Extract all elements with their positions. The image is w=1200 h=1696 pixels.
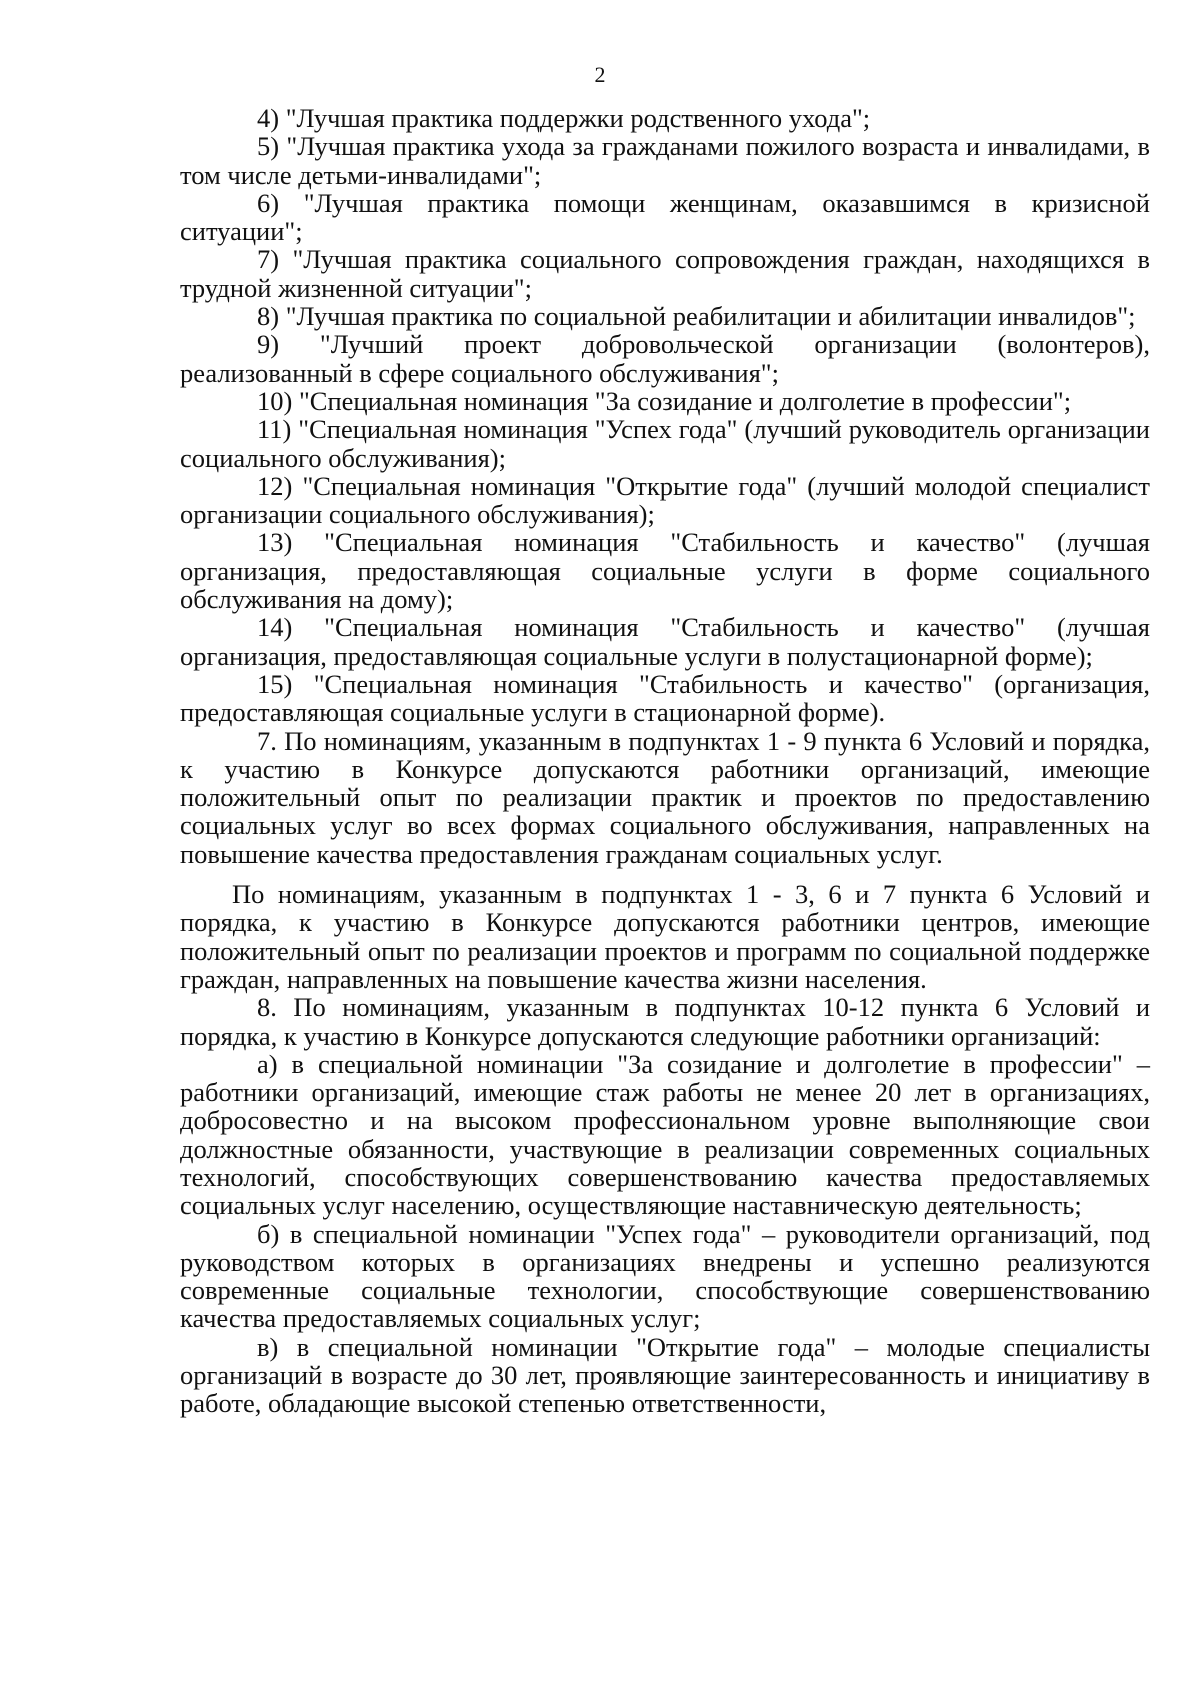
list-item-8: 8) "Лучшая практика по социальной реабилитации и абилитации инвалидов"; (257, 301, 1136, 332)
clause-8-item-v: в) в специальной номинации "Открытие года" – молодые специалисты организаций в возрасте до 30 лет, проявляющие заинтересованность и инициативу в работе, обладающие высокой степенью ответственности, (180, 1331, 1150, 1419)
list-item-15: 15) "Специальная номинация "Стабильность и качество" (организация, предоставляющая социальные услуги в стационарной форме). (180, 668, 1150, 728)
list-item-13: 13) "Специальная номинация "Стабильность и качество" (лучшая организация, предоставляющая социальные услуги в форме социального обслуживания на дому); (180, 527, 1150, 615)
clause-8-item-a: а) в специальной номинации "За созидание и долголетие в профессии" – работники организаций, имеющие стаж работы не менее 20 лет в организациях, добросовестно и на высоком профессиональном уровне выполняющие свои должностные обязанности, участвующие в реализации современных социальных технологий, способствующих совершенствованию качества предоставляемых социальных услуг населению, осуществляющие наставническую деятельность; (180, 1048, 1150, 1221)
list-item-7: 7) "Лучшая практика социального сопровождения граждан, находящихся в трудной жизненной ситуации"; (180, 244, 1150, 303)
list-item-11: 11) "Специальная номинация "Успех года" (лучший руководитель организации социального обслуживания); (180, 414, 1150, 473)
list-item-12: 12) "Специальная номинация "Открытие года" (лучший молодой специалист организации социального обслуживания); (180, 470, 1150, 530)
list-item-4: 4) "Лучшая практика поддержки родственного ухода"; (257, 103, 871, 133)
clause-7: 7. По номинациям, указанным в подпунктах 1 - 9 пункта 6 Условий и порядка, к участию в Конкурсе допускаются работники организаций, имеющие положительный опыт по реализации практик и проектов по предоставлению социальных услуг во всех формах социального обслуживания, направленных на повышение качества предоставления гражданам социальных услуг. (180, 725, 1150, 869)
list-item-14: 14) "Специальная номинация "Стабильность и качество" (лучшая организация, предоставляющая социальные услуги в полустационарной форме); (180, 612, 1150, 671)
clause-7-continuation: По номинациям, указанным в подпунктах 1 - 3, 6 и 7 пункта 6 Условий и порядка, к участию в Конкурсе допускаются работники центров, имеющие положительный опыт по реализации проектов и программ по социальной поддержке граждан, направленных на повышение качества жизни населения. (180, 879, 1150, 994)
list-item-5: 5) "Лучшая практика ухода за гражданами пожилого возраста и инвалидами, в том числе детьми-инвалидами"; (180, 131, 1150, 190)
list-item-10: 10) "Специальная номинация "За созидание и долголетие в профессии"; (257, 385, 1072, 416)
clause-8: 8. По номинациям, указанным в подпунктах 10-12 пункта 6 Условий и порядка, к участию в Конкурсе допускаются следующие работники организаций: (180, 992, 1150, 1051)
document-body (180, 104, 1150, 1418)
page-number: 2 (594, 62, 606, 87)
clause-8-item-b: б) в специальной номинации "Успех года" – руководители организаций, под руководством которых в организациях внедрены и успешно реализуются современные социальные технологии, способствующие совершенствованию качества предоставляемых социальных услуг; (180, 1218, 1150, 1334)
list-item-6: 6) "Лучшая практика помощи женщинам, оказавшимся в кризисной ситуации"; (180, 187, 1150, 247)
list-item-9: 9) "Лучший проект добровольческой организации (волонтеров), реализованный в сфере социального обслуживания"; (180, 329, 1150, 388)
